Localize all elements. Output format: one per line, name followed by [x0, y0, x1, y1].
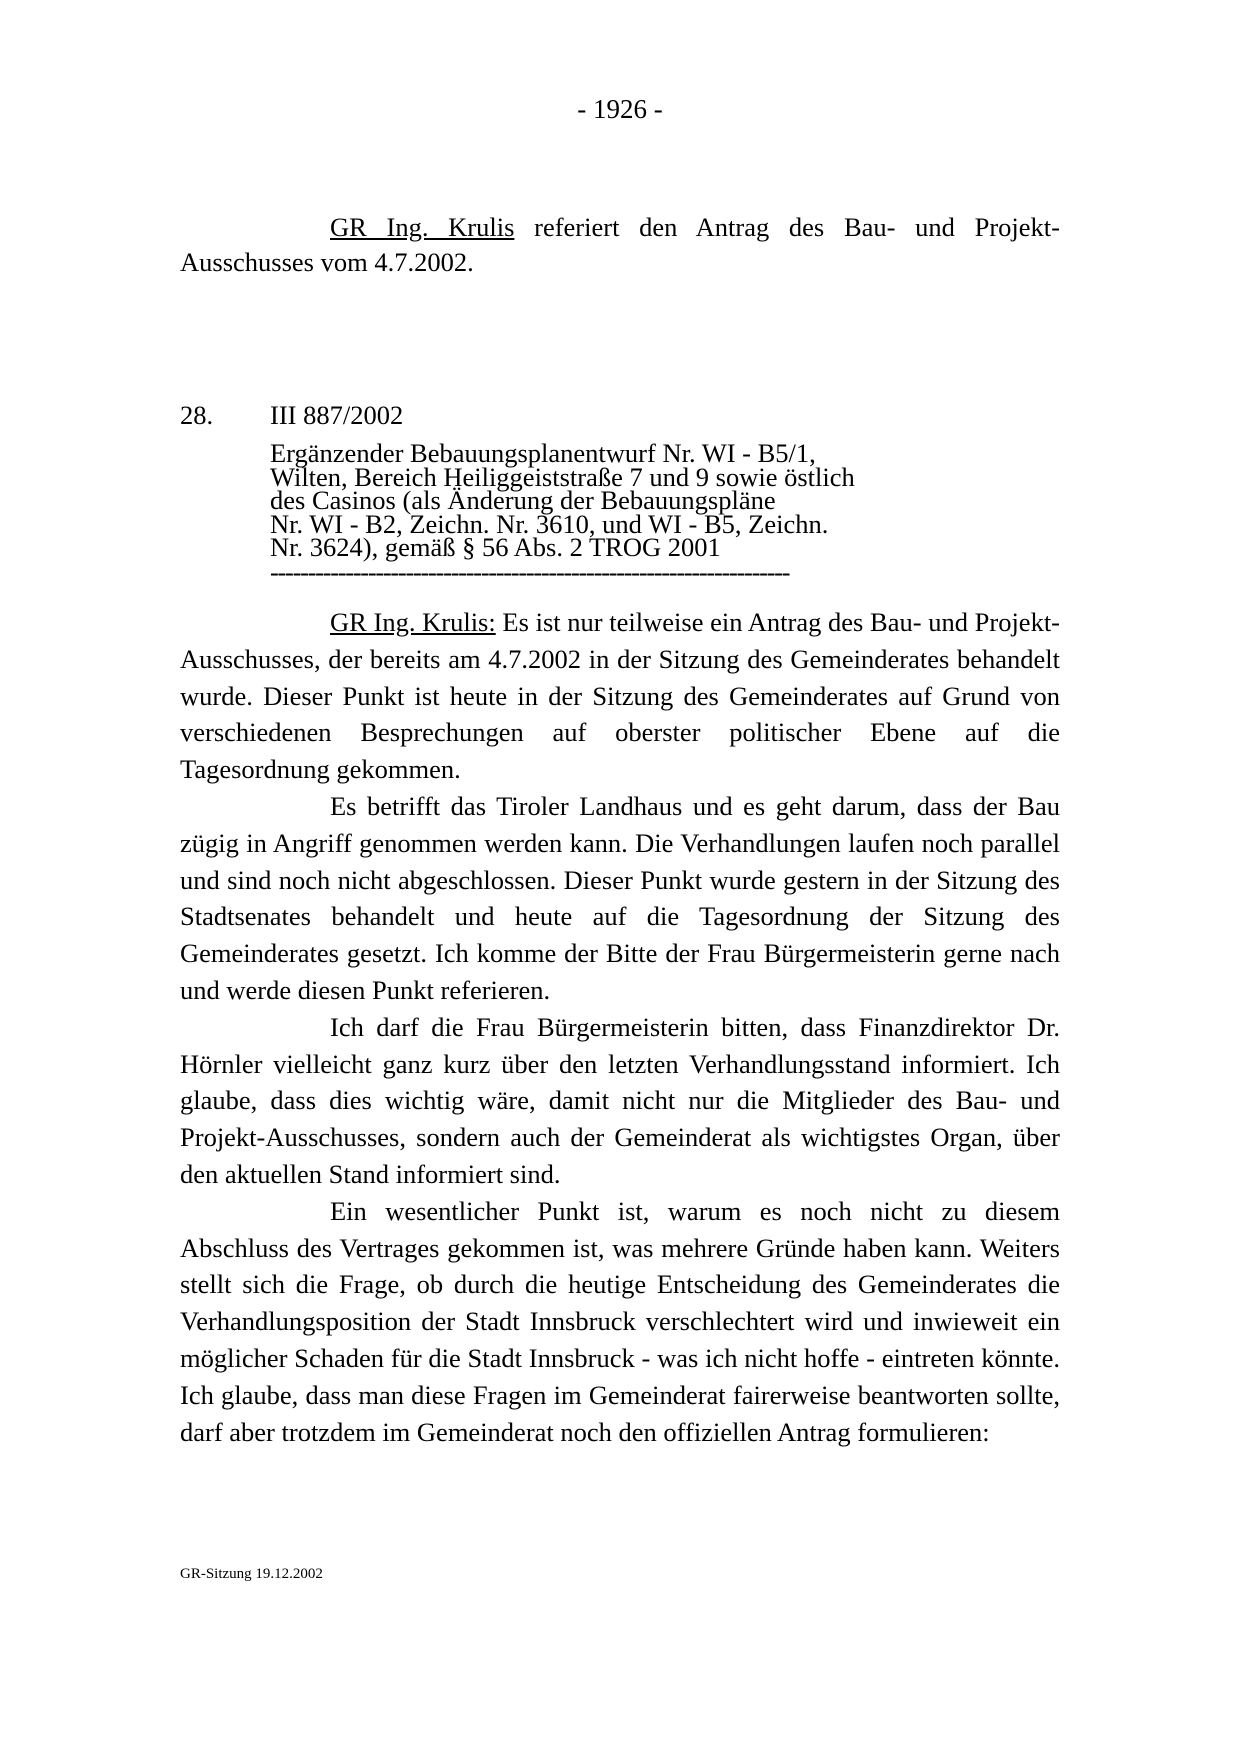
subject-line: des Casinos (als Änderung der Bebauungspläne: [270, 485, 776, 515]
speech-body: [180, 604, 1060, 1450]
speech-speaker: GR Ing. Krulis:: [330, 607, 496, 637]
item-reference: III 887/2002: [270, 400, 404, 430]
item-subject: [270, 438, 855, 562]
speech-text: Es ist nur teilweise ein Antrag des Bau- und Projekt-Ausschusses, der bereits am 4.7.2002 in der Sitzung des Gemeinderates behandelt wurde. Dieser Punkt ist heute in der Sitzung des Gemeinderates auf Grund von verschiedenen Besprechungen auf oberster politischer Ebene auf die Tagesordnung gekommen.: [180, 607, 1061, 785]
intro-paragraph: [180, 210, 1060, 280]
footer-session-date: GR-Sitzung 19.12.2002: [180, 1566, 323, 1582]
subject-line: Nr. WI - B2, Zeichn. Nr. 3610, und WI - B5, Zeichn.: [270, 508, 829, 539]
separator-line: ---------------------------------------------------------------------: [270, 557, 790, 587]
speech-paragraph: [180, 604, 1060, 788]
subject-line: Ergänzender Bebauungsplanentwurf Nr. WI - B5/1,: [270, 438, 816, 468]
speech-paragraph: Es betrifft das Tiroler Landhaus und es geht darum, dass der Bau zügig in Angriff genommen werden kann. Die Verhandlungen laufen noch parallel und sind noch nicht abgeschlossen. Dieser Punkt wurde gestern in der Sitzung des Stadtsenates behandelt und heute auf die Tagesordnung der Sitzung des Gemeinderates gesetzt. Ich komme der Bitte der Frau Bürgermeisterin gerne nach und werde diesen Punkt referieren.: [180, 790, 1060, 1005]
item-number: 28.: [180, 400, 214, 430]
subject-line: Nr. 3624), gemäß § 56 Abs. 2 TROG 2001: [270, 532, 721, 562]
subject-line: Wilten, Bereich Heiliggeiststraße 7 und 9 sowie östlich: [270, 461, 855, 492]
speech-paragraph: Ein wesentlicher Punkt ist, warum es noch nicht zu diesem Abschluss des Vertrages gekommen ist, was mehrere Gründe haben kann. Weiters stellt sich die Frage, ob durch die heutige Entscheidung des Gemeinderates die Verhandlungsposition der Stadt Innsbruck verschlechtert wird und inwieweit ein möglicher Schaden für die Stadt Innsbruck - was ich nicht hoffe - eintreten könnte. Ich glaube, dass man diese Fragen im Gemeinderat fairerweise beantworten sollte, darf aber trotzdem im Gemeinderat noch den offiziellen Antrag formulieren:: [180, 1195, 1060, 1447]
speech-paragraph: Ich darf die Frau Bürgermeisterin bitten, dass Finanzdirektor Dr. Hörnler vielleicht ganz kurz über den letzten Verhandlungsstand informiert. Ich glaube, dass dies wichtig wäre, damit nicht nur die Mitglieder des Bau- und Projekt-Ausschusses, sondern auch der Gemeinderat als wichtigstes Organ, über den aktuellen Stand informiert sind.: [180, 1011, 1060, 1189]
intro-text: referiert den Antrag des Bau- und Projekt-Ausschusses vom 4.7.2002.: [180, 212, 1060, 277]
page-number: - 1926 -: [577, 94, 663, 124]
intro-speaker: GR Ing. Krulis: [330, 212, 515, 242]
